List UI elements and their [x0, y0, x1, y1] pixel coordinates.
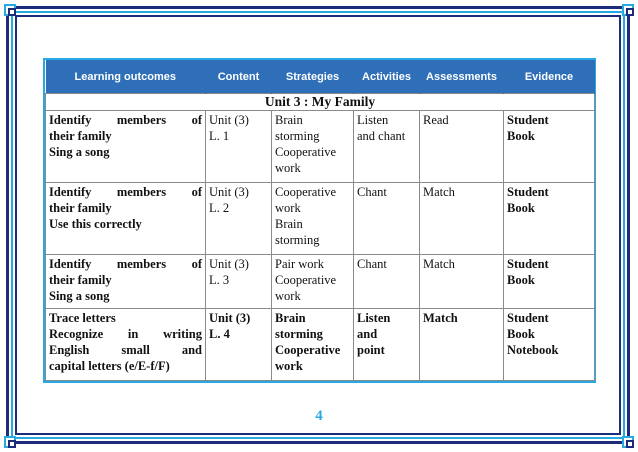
table-row [46, 309, 595, 381]
corner-ornament-bottom-left [4, 436, 16, 448]
assessments-cell [420, 111, 504, 183]
outcome-line: Sing a song [49, 288, 110, 303]
outcome-line: their family [49, 129, 112, 143]
activities-cell [354, 111, 420, 183]
content-line: Unit (3) [209, 113, 249, 127]
assessment-line: Match [423, 184, 455, 199]
header-learning-outcomes: Learning outcomes [46, 60, 206, 94]
outcome-line: Use this correctly [49, 216, 142, 231]
evidence-cell [504, 182, 595, 254]
activity-line: and [357, 327, 378, 342]
header-evidence: Evidence [504, 60, 595, 94]
assessments-cell [420, 309, 504, 381]
learning-outcomes-cell [46, 111, 206, 183]
table-row [46, 182, 595, 254]
activity-line: Listen [357, 113, 389, 127]
strategy-line: storming [275, 232, 320, 247]
activity-line: point [357, 343, 385, 358]
content-line: L. 3 [209, 272, 230, 287]
outcome-line: Trace letters [49, 311, 116, 326]
strategy-line: Pair work [275, 256, 324, 271]
content-line: Unit (3) [209, 311, 251, 326]
strategy-line: work [275, 200, 301, 215]
evidence-line: Student [507, 184, 549, 199]
strategy-line: Brain [275, 311, 306, 326]
header-content: Content [206, 60, 272, 94]
content-cell [206, 182, 272, 254]
evidence-cell [504, 111, 595, 183]
strategies-cell [272, 111, 354, 183]
strategy-line: storming [275, 327, 323, 342]
activity-line: Chant [357, 184, 387, 199]
table-header-row [46, 60, 595, 94]
content-line: L. 2 [209, 200, 230, 215]
lesson-plan-table [45, 60, 595, 381]
header-strategies: Strategies [272, 60, 354, 94]
strategy-line: Cooperative [275, 184, 337, 199]
strategies-cell [272, 254, 354, 309]
strategy-line: work [275, 288, 301, 303]
evidence-line: Book [507, 200, 535, 215]
assessments-cell [420, 254, 504, 309]
content-line: Unit (3) [209, 256, 249, 271]
activities-cell [354, 309, 420, 381]
learning-outcomes-cell [46, 182, 206, 254]
outcome-line: Identify members of [49, 113, 202, 127]
outcome-line: Identify members of [49, 184, 202, 199]
header-activities: Activities [354, 60, 420, 94]
outcome-line: their family [49, 272, 112, 287]
evidence-line: Book [507, 327, 535, 342]
content-line: Unit (3) [209, 184, 249, 199]
assessment-line: Match [423, 311, 458, 326]
unit-title-row [46, 94, 595, 111]
table-row [46, 111, 595, 183]
unit-title: Unit 3 : My Family [46, 94, 595, 111]
evidence-cell [504, 309, 595, 381]
corner-ornament-top-left [4, 4, 16, 16]
strategy-line: Cooperative [275, 343, 341, 358]
strategies-cell [272, 309, 354, 381]
evidence-cell [504, 254, 595, 309]
header-assessments: Assessments [420, 60, 504, 94]
table-row [46, 254, 595, 309]
learning-outcomes-cell [46, 309, 206, 381]
evidence-line: Notebook [507, 343, 559, 358]
assessment-line: Match [423, 256, 455, 271]
strategy-line: Cooperative [275, 145, 337, 159]
corner-ornament-top-right [622, 4, 634, 16]
content-cell [206, 254, 272, 309]
learning-outcomes-cell [46, 254, 206, 309]
content-line: L. 4 [209, 327, 230, 342]
strategy-line: Brain [275, 113, 303, 127]
evidence-line: Student [507, 113, 549, 127]
outcome-line: Recognize in writing [49, 327, 202, 342]
activities-cell [354, 254, 420, 309]
lesson-plan-table-container [43, 58, 596, 383]
strategy-line: Cooperative [275, 272, 337, 287]
outcome-line: English small and [49, 343, 202, 358]
activity-line: Chant [357, 256, 387, 271]
content-line: L. 1 [209, 129, 230, 143]
evidence-line: Student [507, 311, 549, 326]
activities-cell [354, 182, 420, 254]
corner-ornament-bottom-right [622, 436, 634, 448]
assessments-cell [420, 182, 504, 254]
evidence-line: Book [507, 272, 535, 287]
outcome-line: Sing a song [49, 145, 110, 159]
strategy-line: work [275, 359, 303, 374]
activity-line: and chant [357, 129, 406, 143]
assessment-line: Read [423, 113, 449, 127]
strategy-line: Brain [275, 216, 303, 231]
content-cell [206, 111, 272, 183]
strategies-cell [272, 182, 354, 254]
content-cell [206, 309, 272, 381]
outcome-line: Identify members of [49, 256, 202, 271]
outcome-line: their family [49, 200, 112, 215]
activity-line: Listen [357, 311, 391, 326]
evidence-line: Student [507, 256, 549, 271]
strategy-line: storming [275, 129, 320, 143]
outcome-line: capital letters (e/E-f/F) [49, 359, 170, 374]
page-number: 4 [315, 408, 323, 424]
evidence-line: Book [507, 129, 535, 143]
strategy-line: work [275, 161, 301, 175]
